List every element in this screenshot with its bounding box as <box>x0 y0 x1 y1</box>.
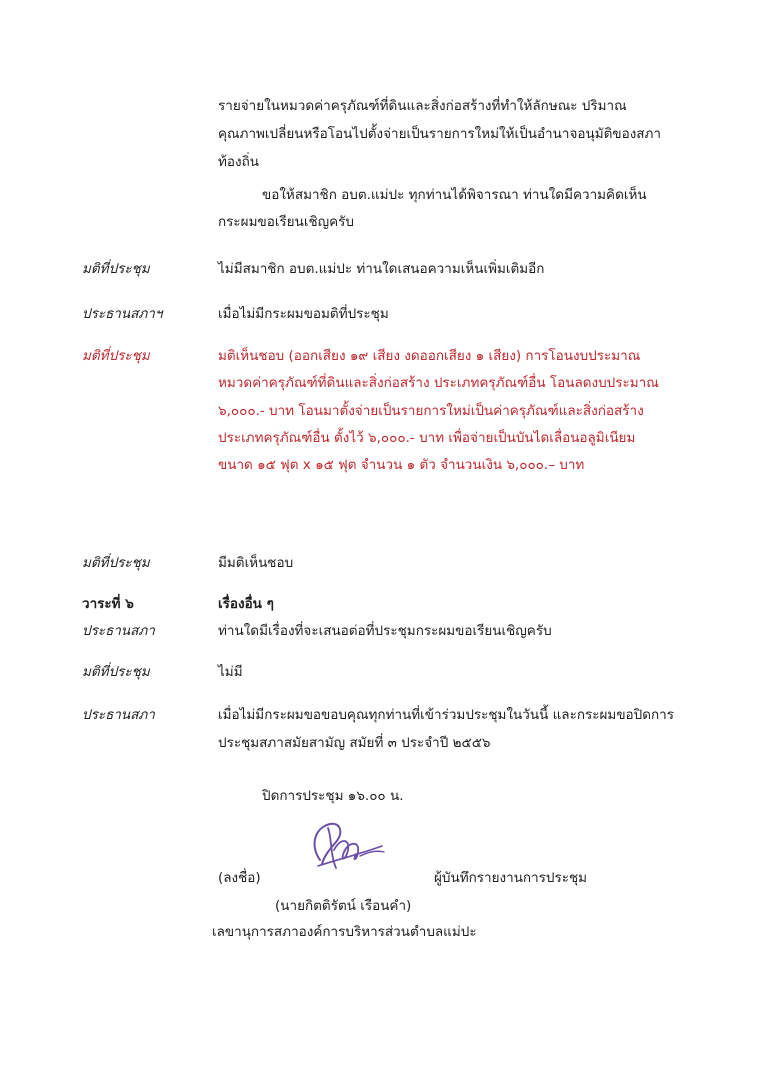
sign-prefix: (ลงชื่อ) <box>218 870 261 886</box>
agenda6-title: เรื่องอื่น ๆ <box>218 596 274 612</box>
entry-2-label: ประธานสภาฯ <box>82 306 163 322</box>
resolution-line-4: ประเภทครุภัณฑ์อื่น ตั้งไว้ ๖,๐๐๐.- บาท เพื่อจ่ายเป็นบันไดเลื่อนอลูมิเนียม <box>218 430 636 446</box>
request-line-2: กระผมขอเรียนเชิญครับ <box>218 214 354 230</box>
request-line-1: ขอให้สมาชิก อบต.แม่ปะ ทุกท่านได้พิจารณา ท่านใดมีความคิดเห็น <box>262 187 647 203</box>
entry-2-text: เมื่อไม่มีกระผมขอมติที่ประชุม <box>218 306 389 322</box>
intro-line-1: รายจ่ายในหมวดค่าครุภัณฑ์ที่ดินและสิ่งก่อสร้างที่ทำให้ลักษณะ ปริมาณ <box>218 98 627 114</box>
recorder-position: เลขานุการสภาองค์การบริหารส่วนตำบลแม่ปะ <box>212 924 477 940</box>
closing-line-1: เมื่อไม่มีกระผมขอขอบคุณทุกท่านที่เข้าร่วมประชุมในวันนี้ และกระผมขอปิดการ <box>218 707 674 723</box>
agenda6-label: วาระที่ ๖ <box>82 596 134 612</box>
entry-1-label: มติที่ประชุม <box>82 261 150 277</box>
resolution-label: มติที่ประชุม <box>82 348 150 364</box>
closing-label: ประธานสภา <box>82 707 155 723</box>
agenda6-resolution-label: มติที่ประชุม <box>82 664 150 680</box>
resolution-line-5: ขนาด ๑๕ ฟุต x ๑๕ ฟุต จำนวน ๑ ตัว จำนวนเงิน ๖,๐๐๐.– บาท <box>218 457 585 473</box>
recorder-role: ผู้บันทึกรายงานการประชุม <box>434 870 588 886</box>
recorder-name: (นายกิตติรัตน์ เรือนคำ) <box>275 898 412 914</box>
close-time: ปิดการประชุม ๑๖.๐๐ น. <box>262 788 404 804</box>
agenda6-chair-text: ท่านใดมีเรื่องที่จะเสนอต่อที่ประชุมกระผมขอเรียนเชิญครับ <box>218 623 552 639</box>
handwritten-signature <box>300 816 392 878</box>
intro-line-3: ท้องถิ่น <box>218 154 260 170</box>
resolution-line-3: ๖,๐๐๐.- บาท โอนมาตั้งจ่ายเป็นรายการใหม่เป็นค่าครุภัณฑ์และสิ่งก่อสร้าง <box>218 403 644 419</box>
agenda6-resolution-text: ไม่มี <box>218 664 243 680</box>
agenda6-chair-label: ประธานสภา <box>82 623 155 639</box>
intro-line-2: คุณภาพเปลี่ยนหรือโอนไปตั้งจ่ายเป็นรายการใหม่ให้เป็นอำนาจอนุมัติของสภา <box>218 126 662 142</box>
approval-text: มีมติเห็นชอบ <box>218 555 294 571</box>
resolution-line-2: หมวดค่าครุภัณฑ์ที่ดินและสิ่งก่อสร้าง ประเภทครุภัณฑ์อื่น โอนลดงบประมาณ <box>218 375 659 391</box>
entry-1-text: ไม่มีสมาชิก อบต.แม่ปะ ท่านใดเสนอความเห็นเพิ่มเติมอีก <box>218 261 545 277</box>
resolution-line-1: มติเห็นชอบ (ออกเสียง ๑๙ เสียง งดออกเสียง ๑ เสียง) การโอนงบประมาณ <box>218 348 641 364</box>
approval-label: มติที่ประชุม <box>82 555 150 571</box>
closing-line-2: ประชุมสภาสมัยสามัญ สมัยที่ ๓ ประจำปี ๒๕๕๖ <box>218 735 491 751</box>
